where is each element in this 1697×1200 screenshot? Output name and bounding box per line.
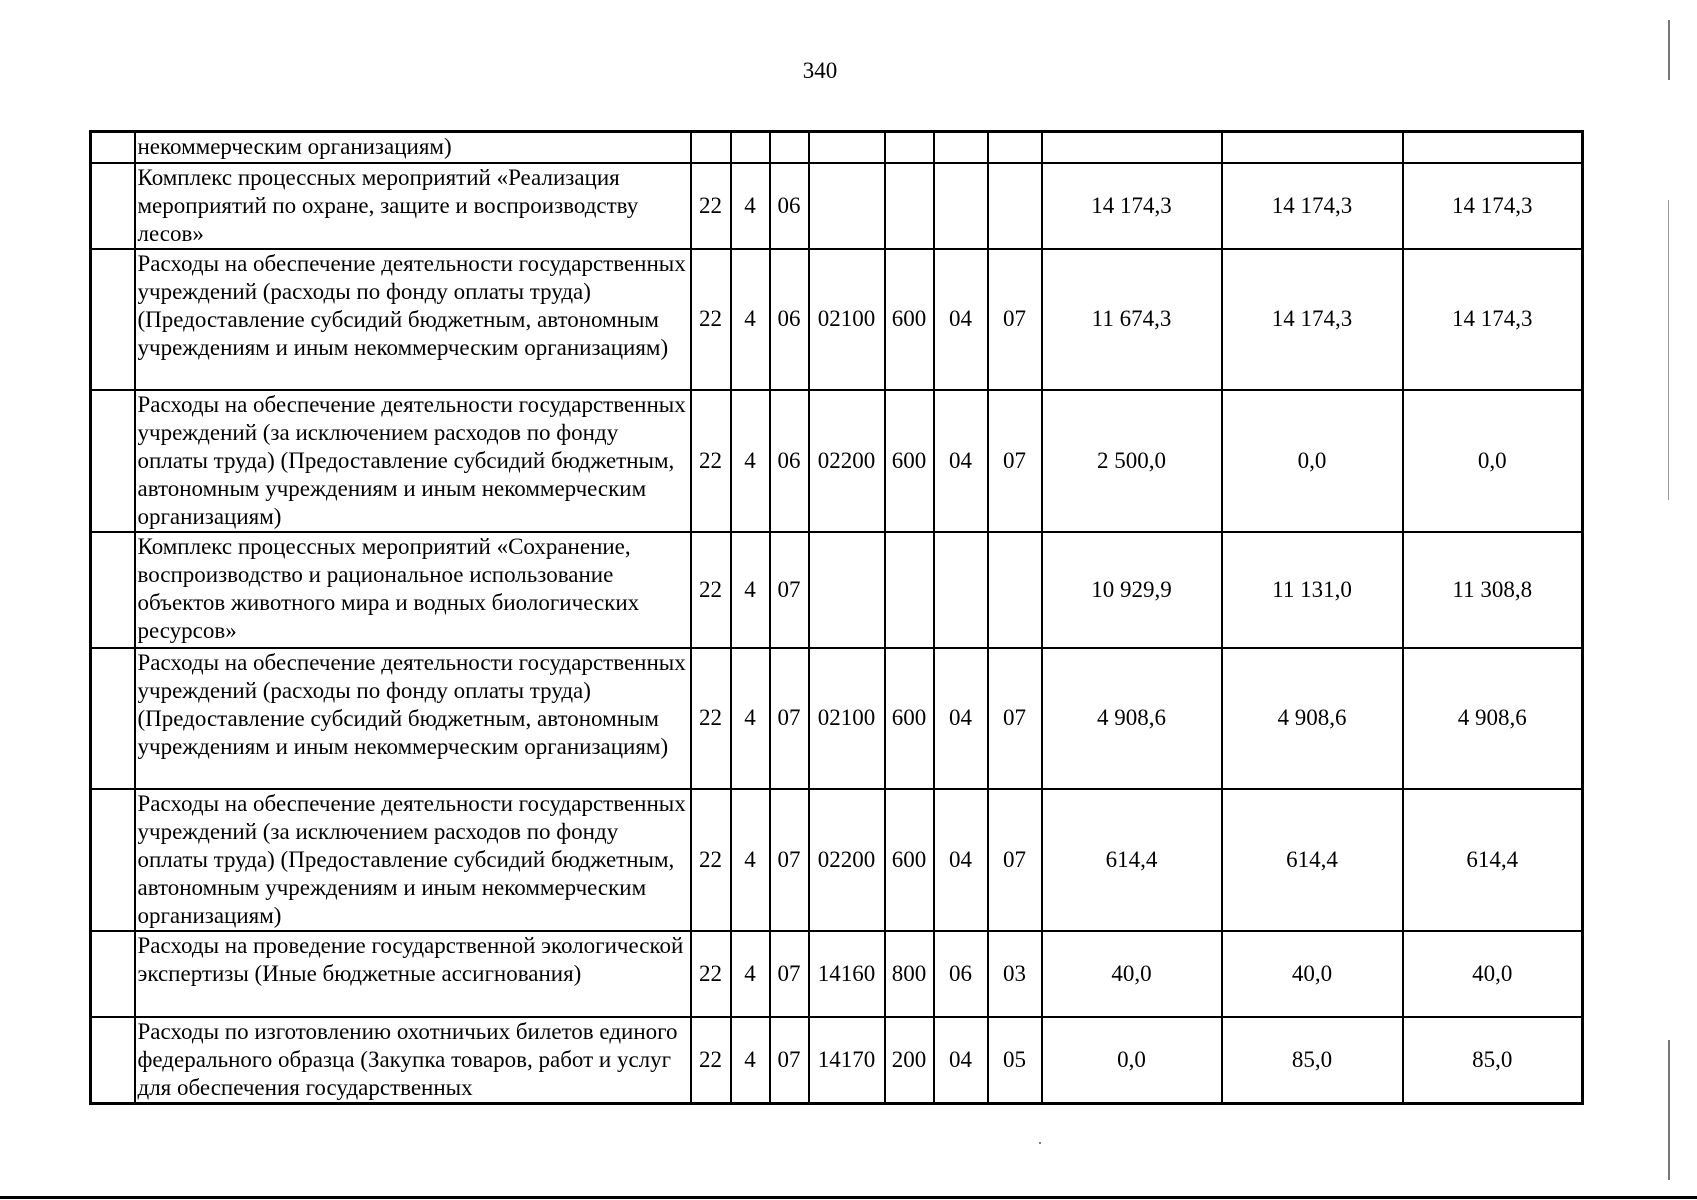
subsection-cell: 07	[988, 249, 1042, 390]
scan-speck	[1039, 1142, 1041, 1144]
expense-type-cell: 600	[885, 390, 934, 532]
expense-type-cell	[885, 532, 934, 648]
expense-type-cell	[885, 163, 934, 249]
expense-direction-cell	[809, 532, 885, 648]
complex-code-cell: 07	[770, 931, 809, 1017]
subsection-cell: 07	[988, 789, 1042, 931]
amount-year-1-cell: 0,0	[1042, 1017, 1222, 1104]
amount-year-1-cell: 614,4	[1042, 789, 1222, 931]
amount-year-3-cell: 40,0	[1403, 931, 1583, 1017]
subsection-cell: 03	[988, 931, 1042, 1017]
amount-year-2-cell: 14 174,3	[1222, 249, 1403, 390]
table-row	[91, 648, 1583, 789]
expense-direction-cell: 02200	[809, 390, 885, 532]
complex-code-cell: 06	[770, 163, 809, 249]
subsection-cell: 07	[988, 648, 1042, 789]
table-row	[91, 132, 1583, 163]
section-cell: 04	[934, 648, 988, 789]
subsection-cell: 05	[988, 1017, 1042, 1104]
index-cell	[91, 390, 135, 532]
program-code-cell: 4	[731, 931, 770, 1017]
expense-type-cell: 600	[885, 789, 934, 931]
subsection-cell: 07	[988, 390, 1042, 532]
ministry-code-cell	[691, 132, 731, 163]
item-name-cell: Расходы на обеспечение деятельности государственных учреждений (за исключением расходов по фонду оплаты труда) (Предоставление субсидий бюджетным, автономным учреждениям и иным некоммерческим организациям)	[135, 789, 691, 931]
expense-type-cell: 600	[885, 648, 934, 789]
expense-direction-cell: 14170	[809, 1017, 885, 1104]
section-cell: 04	[934, 1017, 988, 1104]
table-row	[91, 1017, 1583, 1104]
index-cell	[91, 163, 135, 249]
amount-year-1-cell: 10 929,9	[1042, 532, 1222, 648]
index-cell	[91, 648, 135, 789]
item-name-cell: Расходы на проведение государственной экологической экспертизы (Иные бюджетные ассигнования)	[135, 931, 691, 1017]
page-number: 340	[802, 58, 838, 83]
amount-year-1-cell: 40,0	[1042, 931, 1222, 1017]
amount-year-3-cell	[1403, 132, 1583, 163]
program-code-cell: 4	[731, 532, 770, 648]
complex-code-cell	[770, 132, 809, 163]
amount-year-3-cell: 14 174,3	[1403, 249, 1583, 390]
amount-year-1-cell: 4 908,6	[1042, 648, 1222, 789]
scan-edge-mark	[1668, 20, 1670, 80]
index-cell	[91, 789, 135, 931]
amount-year-2-cell: 614,4	[1222, 789, 1403, 931]
amount-year-2-cell: 40,0	[1222, 931, 1403, 1017]
budget-table	[89, 130, 1584, 1105]
section-cell: 04	[934, 390, 988, 532]
item-name-cell: некоммерческим организациям)	[135, 132, 691, 163]
table-row	[91, 163, 1583, 249]
item-name-cell: Расходы по изготовлению охотничьих билетов единого федерального образца (Закупка товаров, работ и услуг для обеспечения государственных	[135, 1017, 691, 1104]
amount-year-2-cell: 11 131,0	[1222, 532, 1403, 648]
ministry-code-cell: 22	[691, 163, 731, 249]
amount-year-3-cell: 614,4	[1403, 789, 1583, 931]
amount-year-2-cell	[1222, 132, 1403, 163]
expense-type-cell	[885, 132, 934, 163]
program-code-cell: 4	[731, 789, 770, 931]
index-cell	[91, 132, 135, 163]
index-cell	[91, 249, 135, 390]
table-row	[91, 931, 1583, 1017]
index-cell	[91, 1017, 135, 1104]
table-row	[91, 249, 1583, 390]
expense-direction-cell	[809, 132, 885, 163]
section-cell: 06	[934, 931, 988, 1017]
complex-code-cell: 07	[770, 789, 809, 931]
item-name-cell: Расходы на обеспечение деятельности государственных учреждений (расходы по фонду оплаты труда) (Предоставление субсидий бюджетным, автономным учреждениям и иным некоммерческим организациям)	[135, 648, 691, 789]
amount-year-2-cell: 85,0	[1222, 1017, 1403, 1104]
expense-direction-cell: 02100	[809, 648, 885, 789]
subsection-cell	[988, 532, 1042, 648]
ministry-code-cell: 22	[691, 648, 731, 789]
amount-year-1-cell: 11 674,3	[1042, 249, 1222, 390]
amount-year-3-cell: 85,0	[1403, 1017, 1583, 1104]
complex-code-cell: 07	[770, 1017, 809, 1104]
table-row	[91, 390, 1583, 532]
program-code-cell: 4	[731, 648, 770, 789]
expense-direction-cell	[809, 163, 885, 249]
ministry-code-cell: 22	[691, 532, 731, 648]
amount-year-2-cell: 14 174,3	[1222, 163, 1403, 249]
complex-code-cell: 06	[770, 249, 809, 390]
item-name-cell: Комплекс процессных мероприятий «Сохранение, воспроизводство и рациональное использование объектов животного мира и водных биологических ресурсов»	[135, 532, 691, 648]
program-code-cell: 4	[731, 1017, 770, 1104]
program-code-cell: 4	[731, 163, 770, 249]
subsection-cell	[988, 163, 1042, 249]
amount-year-1-cell	[1042, 132, 1222, 163]
amount-year-1-cell: 14 174,3	[1042, 163, 1222, 249]
amount-year-3-cell: 4 908,6	[1403, 648, 1583, 789]
program-code-cell: 4	[731, 249, 770, 390]
section-cell: 04	[934, 789, 988, 931]
amount-year-3-cell: 14 174,3	[1403, 163, 1583, 249]
section-cell	[934, 132, 988, 163]
scan-bottom-border	[0, 1196, 1697, 1199]
expense-direction-cell: 14160	[809, 931, 885, 1017]
item-name-cell: Комплекс процессных мероприятий «Реализация мероприятий по охране, защите и воспроизводству лесов»	[135, 163, 691, 249]
ministry-code-cell: 22	[691, 789, 731, 931]
expense-direction-cell: 02100	[809, 249, 885, 390]
expense-direction-cell: 02200	[809, 789, 885, 931]
amount-year-2-cell: 4 908,6	[1222, 648, 1403, 789]
subsection-cell	[988, 132, 1042, 163]
ministry-code-cell: 22	[691, 249, 731, 390]
section-cell	[934, 163, 988, 249]
scan-edge-mark	[1668, 200, 1669, 500]
item-name-cell: Расходы на обеспечение деятельности государственных учреждений (расходы по фонду оплаты труда) (Предоставление субсидий бюджетным, автономным учреждениям и иным некоммерческим организациям)	[135, 249, 691, 390]
ministry-code-cell: 22	[691, 390, 731, 532]
expense-type-cell: 800	[885, 931, 934, 1017]
complex-code-cell: 07	[770, 648, 809, 789]
program-code-cell: 4	[731, 390, 770, 532]
index-cell	[91, 532, 135, 648]
section-cell	[934, 532, 988, 648]
item-name-cell: Расходы на обеспечение деятельности государственных учреждений (за исключением расходов по фонду оплаты труда) (Предоставление субсидий бюджетным, автономным учреждениям и иным некоммерческим организациям)	[135, 390, 691, 532]
complex-code-cell: 06	[770, 390, 809, 532]
expense-type-cell: 600	[885, 249, 934, 390]
program-code-cell	[731, 132, 770, 163]
complex-code-cell: 07	[770, 532, 809, 648]
scan-edge-mark	[1668, 1040, 1670, 1180]
index-cell	[91, 931, 135, 1017]
amount-year-3-cell: 11 308,8	[1403, 532, 1583, 648]
section-cell: 04	[934, 249, 988, 390]
expense-type-cell: 200	[885, 1017, 934, 1104]
amount-year-1-cell: 2 500,0	[1042, 390, 1222, 532]
table-row	[91, 789, 1583, 931]
ministry-code-cell: 22	[691, 931, 731, 1017]
amount-year-2-cell: 0,0	[1222, 390, 1403, 532]
table-row	[91, 532, 1583, 648]
amount-year-3-cell: 0,0	[1403, 390, 1583, 532]
ministry-code-cell: 22	[691, 1017, 731, 1104]
